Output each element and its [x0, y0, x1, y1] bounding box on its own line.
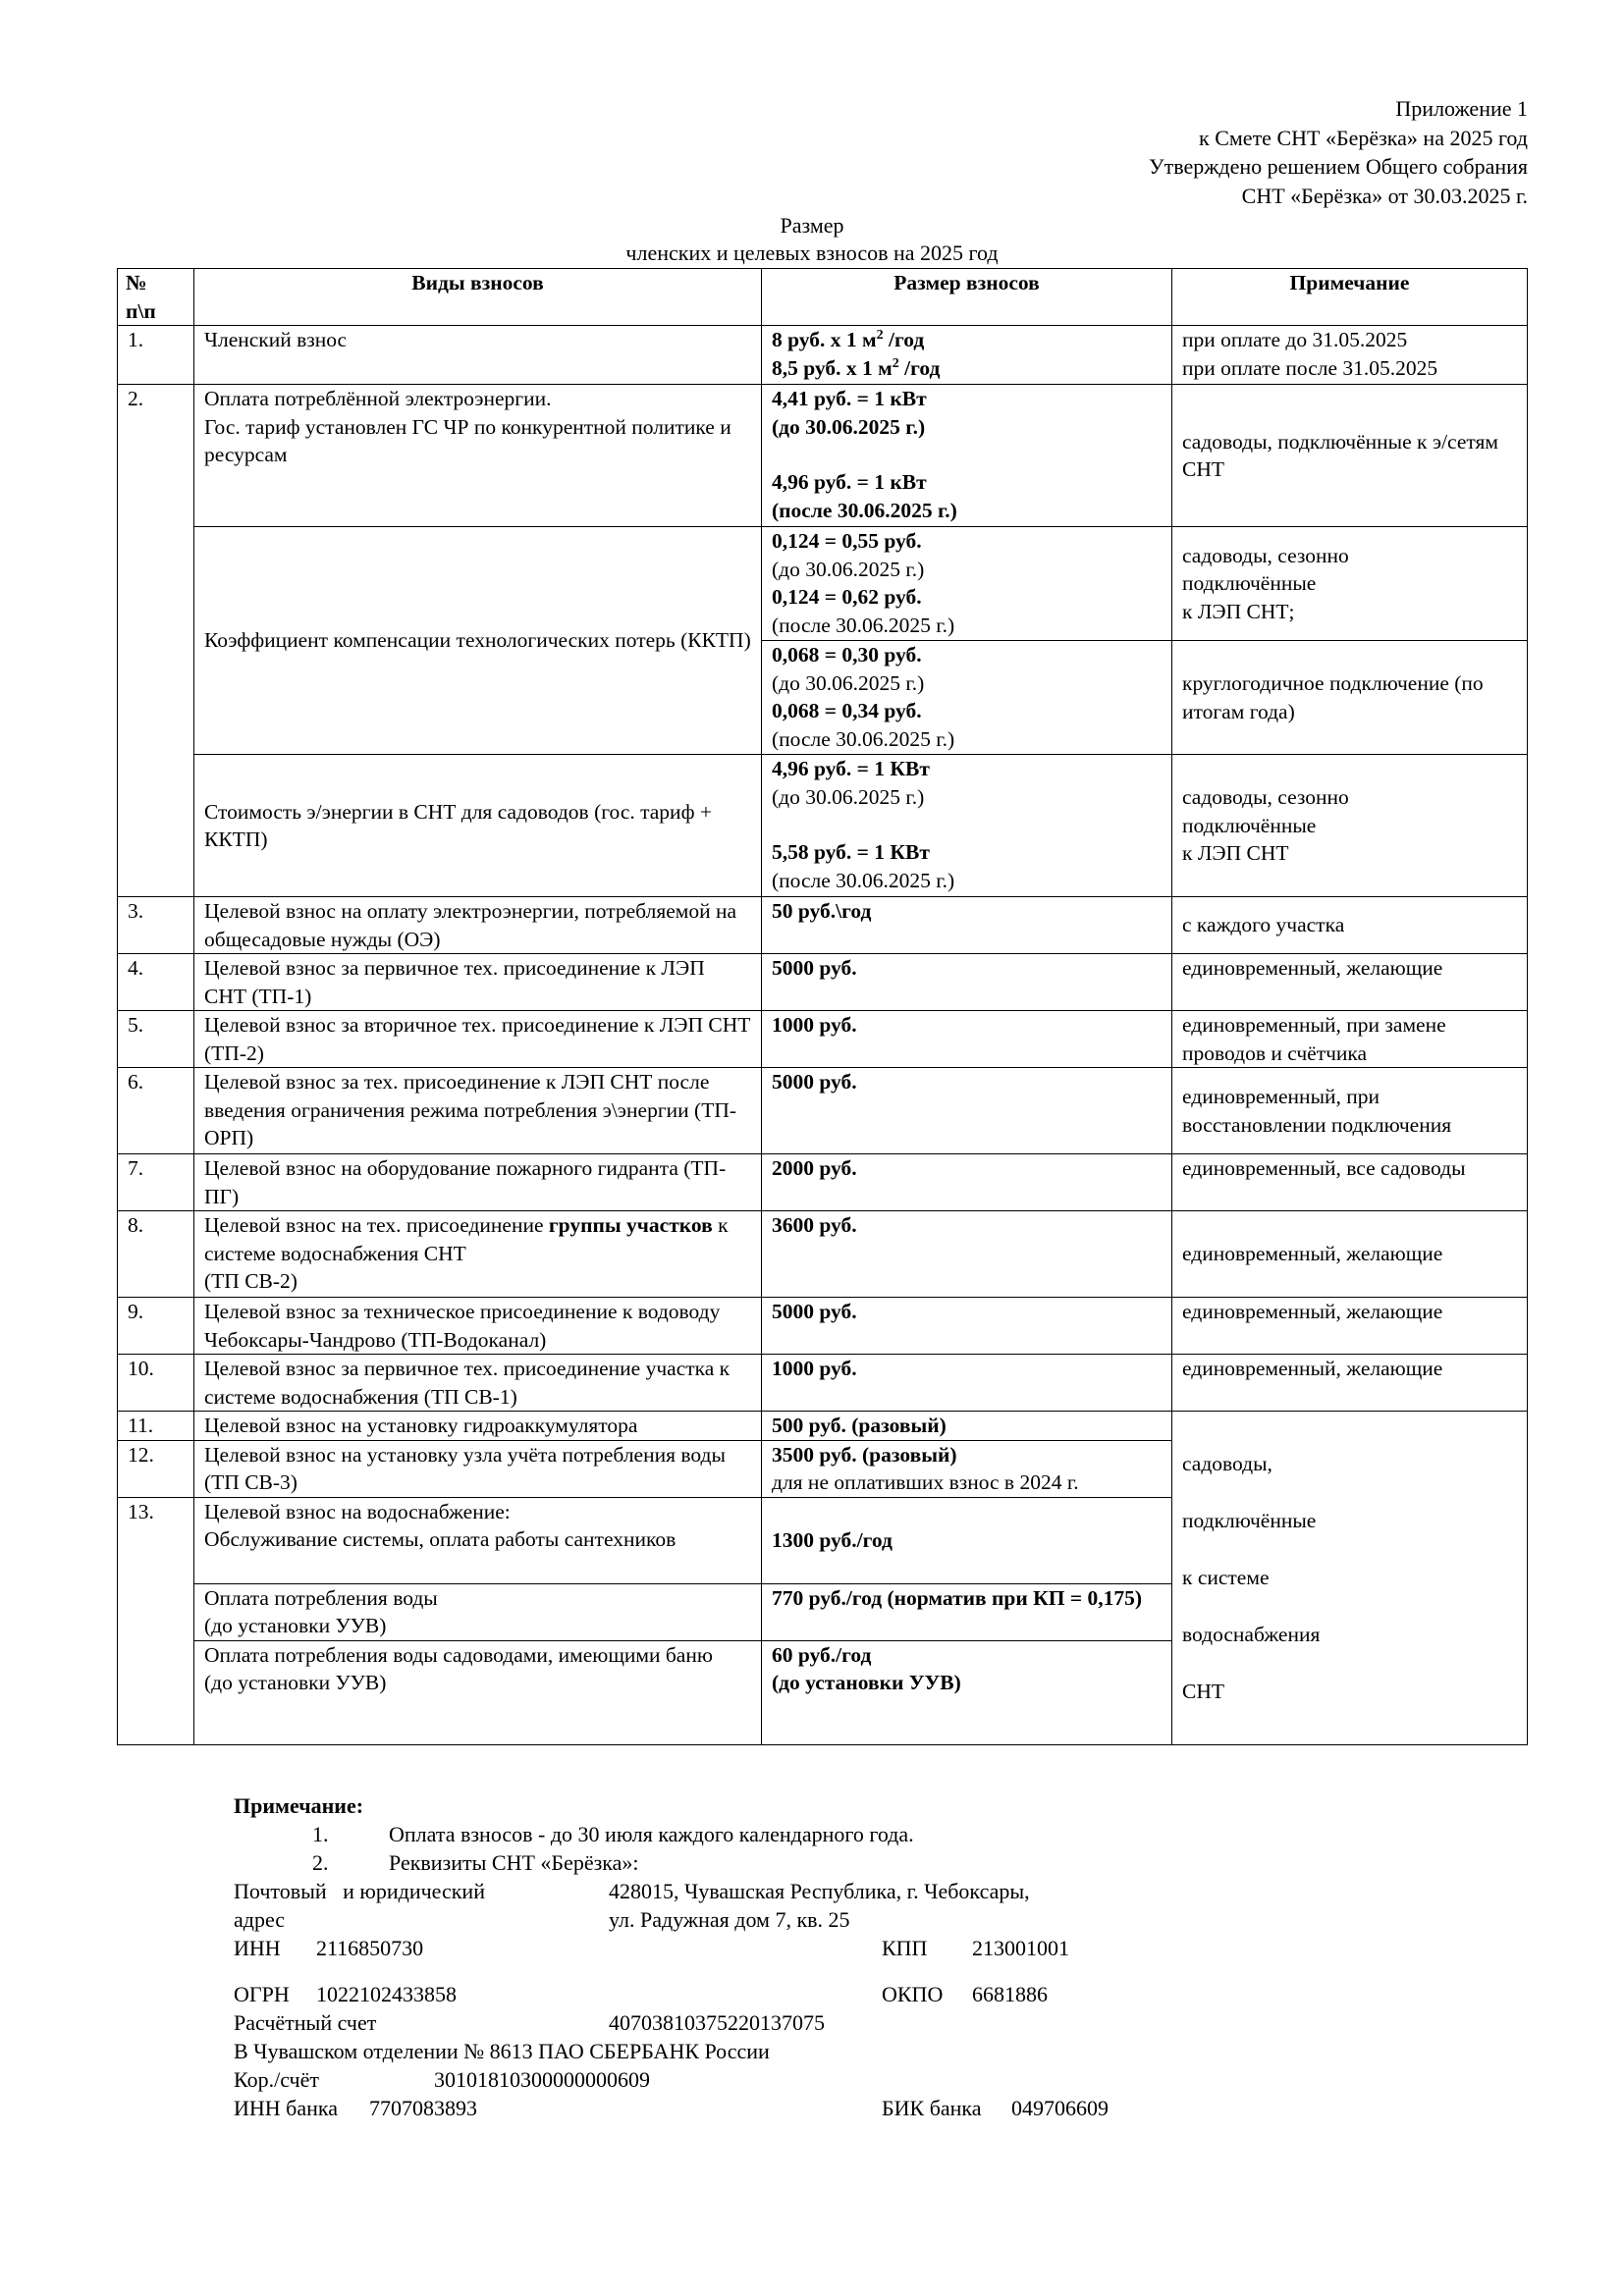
table-row: Стоимость э/энергии в СНТ для садоводов (гос. тариф + ККТП) 4,96 руб. = 1 КВт (до 30.06.2025 г.) 5,58 руб. = 1 КВт (после 30.06.2025 г.) садоводы, сезонно подключённые к ЛЭП СНТ [118, 755, 1528, 897]
bik-value: 049706609 [1011, 2096, 1109, 2120]
header-line-1: Приложение 1 [1395, 96, 1528, 121]
header-line-4: СНТ «Берёзка» от 30.03.2025 г. [1241, 183, 1528, 208]
header-note: Примечание [1172, 269, 1528, 326]
table-row: Коэффициент компенсации технологических потерь (ККТП) 0,124 = 0,55 руб. (до 30.06.2025 г.) 0,124 = 0,62 руб. (после 30.06.2025 г.) садоводы, сезонно подключённые к ЛЭП СНТ; [118, 527, 1528, 641]
okpo-value: 6681886 [972, 1982, 1048, 2006]
title-line-1: Размер [780, 213, 844, 238]
kpp-value: 213001001 [972, 1936, 1069, 1960]
kor-value: 30101810300000000609 [434, 2067, 650, 2092]
note-item-1: Оплата взносов - до 30 июля каждого календарного года. [389, 1822, 914, 1846]
note-item-2: Реквизиты СНТ «Берёзка»: [389, 1850, 639, 1875]
header-size: Размер взносов [762, 269, 1172, 326]
note-item-1-number: 1. [312, 1822, 329, 1846]
inn-value: 2116850730 [316, 1936, 424, 1960]
header-kind: Виды взносов [194, 269, 762, 326]
notes-heading: Примечание: [234, 1793, 364, 1818]
table-row: Оплата потребления воды (до установки УУВ) 770 руб./год (норматив при КП = 0,175) [118, 1583, 1528, 1640]
header-number: № п\п [118, 269, 194, 326]
table-row: 8. Целевой взнос на тех. присоединение группы участков к системе водоснабжения СНТ (ТП СВ-2) 3600 руб. единовременный, желающие [118, 1211, 1528, 1298]
table-row: 7. Целевой взнос на оборудование пожарного гидранта (ТП-ПГ) 2000 руб. единовременный, все садоводы [118, 1154, 1528, 1211]
table-row: 1. Членский взнос 8 руб. х 1 $м^2$ /год 8,5 руб. х 1 $м^2$ /год при оплате до 31.05.2025 при оплате после 31.05.2025 [118, 326, 1528, 385]
address-line-1: 428015, Чувашская Республика, г. Чебоксары, [609, 1879, 1030, 1903]
table-row: 10. Целевой взнос за первичное тех. присоединение участка к системе водоснабжения (ТП СВ-1) 1000 руб. единовременный, желающие [118, 1355, 1528, 1412]
table-row: 5. Целевой взнос за вторичное тех. присоединение к ЛЭП СНТ (ТП-2) 1000 руб. единовременный, при замене проводов и счётчика [118, 1011, 1528, 1068]
table-row: 11. Целевой взнос на установку гидроаккумулятора 500 руб. (разовый) садоводы, подключённые к системе водоснабжения СНТ [118, 1412, 1528, 1441]
table-row: 6. Целевой взнос за тех. присоединение к ЛЭП СНТ после введения ограничения режима потребления э\энергии (ТП-ОРП) 5000 руб. единовременный, при восстановлении подключения [118, 1068, 1528, 1154]
table-row: 0,068 = 0,30 руб. (до 30.06.2025 г.) 0,068 = 0,34 руб. (после 30.06.2025 г.) круглогодичное подключение (по итогам года) [118, 641, 1528, 755]
water-supply-note: садоводы, подключённые к системе водоснабжения СНТ [1172, 1412, 1528, 1745]
bank-inn-value: 7707083893 [369, 2096, 477, 2120]
inn-label: ИНН [234, 1936, 281, 1960]
address-label: Почтовый и юридический [234, 1879, 485, 1903]
approval-header [1149, 94, 1528, 210]
table-row: 12. Целевой взнос на установку узла учёта потребления воды (ТП СВ-3) 3500 руб. (разовый) для не оплативших взнос в 2024 г. [118, 1440, 1528, 1497]
note-item-2-number: 2. [312, 1850, 329, 1875]
table-row: Оплата потребления воды садоводами, имеющими баню (до установки УУВ) 60 руб./год (до установки УУВ) [118, 1640, 1528, 1744]
bik-label: БИК банка [882, 2096, 982, 2120]
bank-inn-label: ИНН банка [234, 2096, 339, 2120]
header-line-2: к Смете СНТ «Берёзка» на 2025 год [1199, 125, 1528, 150]
table-row: 3. Целевой взнос на оплату электроэнергии, потребляемой на общесадовые нужды (ОЭ) 50 руб.\год с каждого участка [118, 897, 1528, 954]
table-header-row [118, 269, 1528, 326]
title-line-2: членских и целевых взносов на 2025 год [625, 240, 999, 265]
header-line-3: Утверждено решением Общего собрания [1149, 154, 1528, 179]
table-row: 2. Оплата потреблённой электроэнергии. Гос. тариф установлен ГС ЧР по конкурентной политике и ресурсам 4,41 руб. = 1 кВт (до 30.06.2025 г.) 4,96 руб. = 1 кВт (после 30.06.2025 г.) садоводы, подключённые к э/сетям СНТ [118, 385, 1528, 527]
table-row: 9. Целевой взнос за техническое присоединение к водоводу Чебоксары-Чандрово (ТП-Водоканал) 5000 руб. единовременный, желающие [118, 1298, 1528, 1355]
kor-label: Кор./счёт [234, 2067, 319, 2092]
address-line-2: ул. Радужная дом 7, кв. 25 [609, 1907, 850, 1932]
fees-table [117, 268, 1528, 1745]
account-value: 40703810375220137075 [609, 2010, 825, 2035]
table-row: 4. Целевой взнос за первичное тех. присоединение к ЛЭП СНТ (ТП-1) 5000 руб. единовременный, желающие [118, 954, 1528, 1011]
table-row: 13. Целевой взнос на водоснабжение: Обслуживание системы, оплата работы сантехников 1300 руб./год [118, 1497, 1528, 1583]
address-label-2: адрес [234, 1907, 286, 1932]
bank-name: В Чувашском отделении № 8613 ПАО СБЕРБАНК России [234, 2039, 770, 2063]
ogrn-label: ОГРН [234, 1982, 290, 2006]
ogrn-value: 1022102433858 [316, 1982, 457, 2006]
account-label: Расчётный счет [234, 2010, 377, 2035]
okpo-label: ОКПО [882, 1982, 944, 2006]
kpp-label: КПП [882, 1936, 928, 1960]
